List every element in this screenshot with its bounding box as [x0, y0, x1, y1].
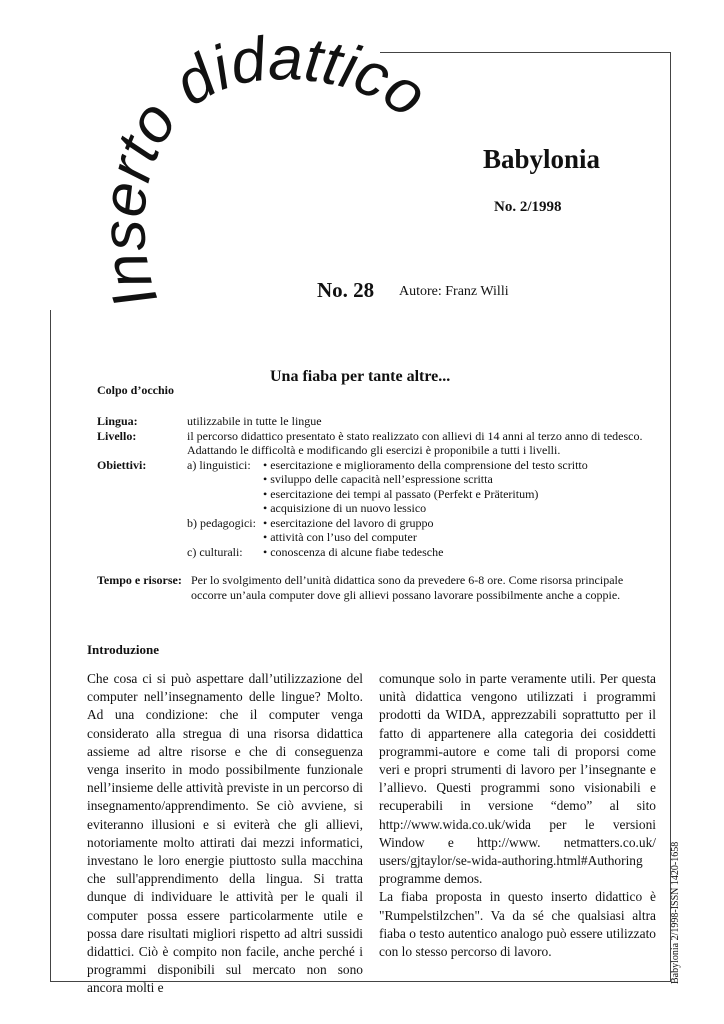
livello-line-2: Adattando le difficoltà e modificando gli esercizi è proponibile a tutti i livelli.: [187, 443, 561, 457]
livello-label: Livello:: [97, 428, 137, 443]
author-line: [399, 284, 509, 300]
livello-value: [187, 429, 643, 458]
inserto-didattico-logo: [0, 0, 470, 330]
list-item: • esercitazione dei tempi al passato (Perfekt e Präteritum): [263, 486, 539, 501]
linguistici-label: a) linguistici:: [187, 457, 251, 472]
intro-heading: Introduzione: [87, 642, 159, 657]
obiettivi-label: Obiettivi:: [97, 457, 147, 472]
author-label: Autore:: [399, 284, 442, 299]
list-item: • acquisizione di un nuovo lessico: [263, 501, 427, 515]
frame-left-line: [50, 310, 51, 982]
issue-number: No. 2/1998: [494, 199, 562, 215]
linguistici-list: [263, 458, 643, 516]
list-item: • esercitazione e miglioramento della comprensione del testo scritto: [263, 457, 588, 472]
tempo-label: Tempo e risorse:: [97, 573, 182, 587]
journal-title: Babylonia: [483, 144, 601, 174]
culturali-label: c) culturali:: [187, 544, 243, 559]
article-title: Una fiaba per tante altre...: [270, 368, 451, 385]
intro-column-2: [379, 670, 656, 961]
list-item: • esercitazione del lavoro di gruppo: [263, 515, 434, 530]
culturali-list: [263, 545, 643, 560]
pedagogici-label: b) pedagogici:: [187, 515, 256, 530]
tempo-line-1: Per lo svolgimento dell’unità didattica sono da prevedere 6-8 ore. Come risorsa principale: [191, 573, 624, 587]
list-item: • attività con l’uso del computer: [263, 530, 417, 544]
author-name: Franz Willi: [445, 284, 509, 299]
logo-text: Inserto didattico: [88, 24, 439, 317]
tempo-value: [187, 573, 643, 602]
list-item: • conoscenza di alcune fiabe tedesche: [263, 544, 444, 559]
issn-side-note: Babylonia 2/1998-ISSN 1420-1658: [670, 841, 681, 984]
overview-table: [97, 414, 643, 602]
intro-paragraph: La fiaba proposta in questo inserto didattico è "Rumpelstilzchen". Va da sé che qualsiasi altra fiaba o testo autentico analogo può essere utilizzato con lo stesso percorso di lavoro.: [379, 889, 656, 960]
insert-number: No. 28: [317, 278, 375, 302]
pedagogici-list: [263, 516, 643, 545]
lingua-value: utilizzabile in tutte le lingue: [187, 414, 322, 428]
list-item: • sviluppo delle capacità nell’espressione scritta: [263, 472, 493, 486]
intro-column-1: [87, 670, 363, 998]
lingua-label: Lingua:: [97, 414, 138, 428]
tempo-line-2: occorre un’aula computer dove gli allievi possano lavorare possibilmente anche a coppie.: [191, 587, 621, 602]
overview-heading: Colpo d’occhio: [97, 383, 175, 397]
intro-paragraph: comunque solo in parte veramente utili. Per questa unità didattica vengono utilizzati i programmi prodotti da WIDA, apprezzabili soprattutto per il fatto di appartenere alla categoria dei cosiddetti programmi-autore e come tali di proporsi come veri e propri strumenti di lavoro per l’insegnante e l’allievo. Questi programmi sono visionabili e recuperabili in versione “demo” al sito http://www.wida.co.uk/wida per le versioni Window e http://www. netmatters.co.uk/ users/gjtaylor/se-wida-authoring.html#Authoring programme demos.: [379, 671, 656, 887]
intro-paragraph: Che cosa ci si può aspettare dall’utilizzazione del computer nell’insegnamento delle lingue? Molto. Ad una condizione: che il computer venga considerato alla stregua di una risorsa didattica assieme ad altre risorse e che di conseguenza venga inserito in modo possibilmente funzionale nell’insieme delle attività previste in un percorso di insegnamento/apprendimento. Se ciò avviene, si eviteranno illusioni e si eviterà che gli allievi, notoriamente molto attirati dai mezzi informatici, investano le loro energie piuttosto sulla macchina che sull'apprendimento della lingua. Si tratta dunque di individuare le attività per le quali il computer possa essere particolarmente utile e possa dare risultati migliori rispetto ad altri sussidi didattici. Ciò è compito non facile, anche perché i programmi disponibili sul mercato non sono ancora molti e: [87, 671, 363, 996]
livello-line-1: il percorso didattico presentato è stato realizzato con allievi di 14 anni al terzo anno di tedesco.: [187, 428, 643, 443]
